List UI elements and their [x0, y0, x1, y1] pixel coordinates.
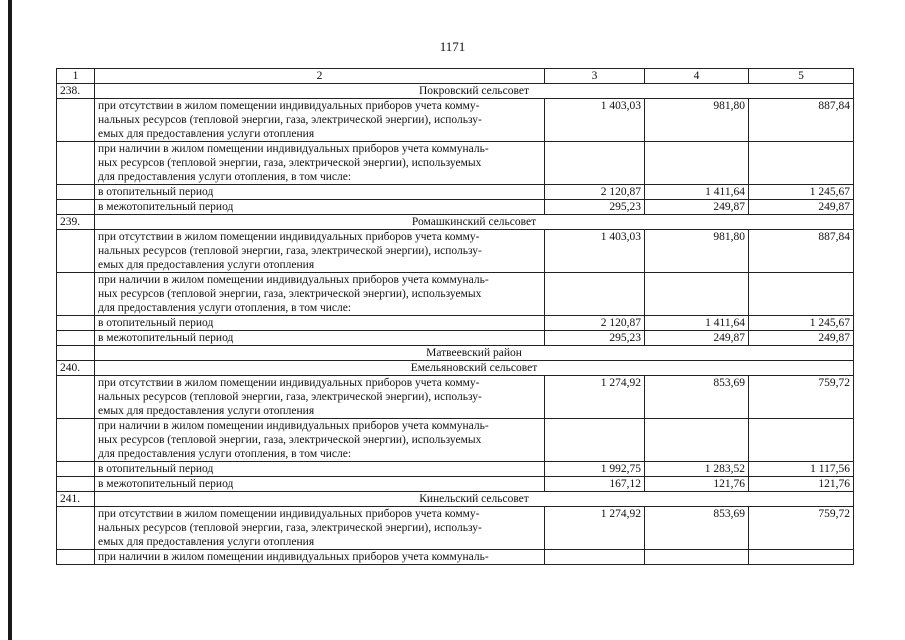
district-title: Матвеевский район [95, 346, 854, 361]
value-col-4: 981,80 [645, 99, 749, 142]
table-row [57, 376, 854, 419]
row-number-empty [57, 142, 95, 185]
description-line: для предоставления услуги отопления, в том числе: [98, 302, 352, 314]
value-col-3: 1 403,03 [545, 99, 645, 142]
row-description [95, 142, 545, 185]
row-number-empty [57, 477, 95, 492]
description-line: ных ресурсов (тепловой энергии, газа, электрической энергии), используемых [98, 434, 482, 446]
district-row [57, 346, 854, 361]
table-row [57, 142, 854, 185]
row-number [57, 346, 95, 361]
value-col-5: 887,84 [749, 230, 854, 273]
table-row [57, 477, 854, 492]
header-col-2: 2 [95, 69, 545, 84]
table-row [57, 273, 854, 316]
row-description [95, 376, 545, 419]
row-number-empty [57, 273, 95, 316]
header-col-1: 1 [57, 69, 95, 84]
page-number: 1171 [439, 39, 466, 54]
row-description [95, 419, 545, 462]
description-line: ных ресурсов (тепловой энергии, газа, электрической энергии), используемых [98, 288, 482, 300]
table-row [57, 550, 854, 565]
value-col-4: 1 283,52 [645, 462, 749, 477]
row-number-empty [57, 507, 95, 550]
value-col-5: 887,84 [749, 99, 854, 142]
row-number-empty [57, 462, 95, 477]
description-line: при наличии в жилом помещении индивидуальных приборов учета коммуналь- [98, 143, 489, 155]
section-title: Емельяновский сельсовет [95, 361, 854, 376]
header-col-5: 5 [749, 69, 854, 84]
row-number-empty [57, 376, 95, 419]
value-col-5: 759,72 [749, 507, 854, 550]
description-line: в отопительный период [98, 317, 214, 329]
value-col-5 [749, 419, 854, 462]
table-row [57, 462, 854, 477]
row-description [95, 230, 545, 273]
description-line: для предоставления услуги отопления, в том числе: [98, 448, 352, 460]
row-description [95, 462, 545, 477]
section-row [57, 215, 854, 230]
value-col-3 [545, 550, 645, 565]
table-row [57, 507, 854, 550]
value-col-5 [749, 142, 854, 185]
value-col-4: 249,87 [645, 200, 749, 215]
value-col-4 [645, 419, 749, 462]
row-description [95, 200, 545, 215]
section-row [57, 492, 854, 507]
value-col-3 [545, 273, 645, 316]
value-col-4: 853,69 [645, 507, 749, 550]
description-line: при отсутствии в жилом помещении индивидуальных приборов учета комму- [98, 508, 480, 520]
section-row [57, 84, 854, 99]
scan-edge-bar [8, 0, 12, 640]
row-number: 240. [57, 361, 95, 376]
table-header-row [57, 69, 854, 84]
value-col-3 [545, 419, 645, 462]
description-line: нальных ресурсов (тепловой энергии, газа, электрической энергии), использу- [98, 391, 482, 403]
value-col-4: 121,76 [645, 477, 749, 492]
description-line: емых для предоставления услуги отопления [98, 259, 315, 271]
value-col-5: 1 117,56 [749, 462, 854, 477]
value-col-3: 295,23 [545, 200, 645, 215]
description-line: в межотопительный период [98, 332, 234, 344]
row-description [95, 477, 545, 492]
row-description [95, 99, 545, 142]
description-line: в межотопительный период [98, 201, 234, 213]
table-row [57, 331, 854, 346]
table-row [57, 230, 854, 273]
value-col-3: 1 274,92 [545, 507, 645, 550]
description-line: нальных ресурсов (тепловой энергии, газа, электрической энергии), использу- [98, 114, 482, 126]
row-number-empty [57, 419, 95, 462]
description-line: ных ресурсов (тепловой энергии, газа, электрической энергии), используемых [98, 157, 482, 169]
section-title: Ромашкинский сельсовет [95, 215, 854, 230]
value-col-5: 121,76 [749, 477, 854, 492]
row-number-empty [57, 316, 95, 331]
value-col-3: 1 274,92 [545, 376, 645, 419]
row-description [95, 550, 545, 565]
description-line: для предоставления услуги отопления, в том числе: [98, 171, 352, 183]
value-col-5: 759,72 [749, 376, 854, 419]
description-line: при отсутствии в жилом помещении индивидуальных приборов учета комму- [98, 231, 480, 243]
value-col-4 [645, 550, 749, 565]
value-col-3: 2 120,87 [545, 185, 645, 200]
value-col-5: 249,87 [749, 331, 854, 346]
value-col-4: 1 411,64 [645, 316, 749, 331]
description-line: при наличии в жилом помещении индивидуальных приборов учета коммуналь- [98, 420, 489, 432]
row-number: 239. [57, 215, 95, 230]
row-number: 238. [57, 84, 95, 99]
value-col-4: 249,87 [645, 331, 749, 346]
table-row [57, 200, 854, 215]
description-line: емых для предоставления услуги отопления [98, 128, 315, 140]
row-description [95, 316, 545, 331]
description-line: при отсутствии в жилом помещении индивидуальных приборов учета комму- [98, 377, 480, 389]
table-row [57, 419, 854, 462]
description-line: нальных ресурсов (тепловой энергии, газа, электрической энергии), использу- [98, 522, 482, 534]
value-col-4: 981,80 [645, 230, 749, 273]
value-col-3: 2 120,87 [545, 316, 645, 331]
value-col-3: 295,23 [545, 331, 645, 346]
tariff-table [56, 68, 854, 565]
description-line: в межотопительный период [98, 478, 234, 490]
value-col-5 [749, 273, 854, 316]
value-col-4: 853,69 [645, 376, 749, 419]
value-col-3 [545, 142, 645, 185]
row-number: 241. [57, 492, 95, 507]
description-line: емых для предоставления услуги отопления [98, 405, 315, 417]
description-line: при наличии в жилом помещении индивидуальных приборов учета коммуналь- [98, 551, 489, 563]
value-col-5 [749, 550, 854, 565]
header-col-4: 4 [645, 69, 749, 84]
row-description [95, 185, 545, 200]
value-col-5: 1 245,67 [749, 316, 854, 331]
header-col-3: 3 [545, 69, 645, 84]
description-line: емых для предоставления услуги отопления [98, 536, 315, 548]
row-number-empty [57, 185, 95, 200]
value-col-3: 1 992,75 [545, 462, 645, 477]
value-col-3: 1 403,03 [545, 230, 645, 273]
value-col-3: 167,12 [545, 477, 645, 492]
row-number-empty [57, 200, 95, 215]
row-description [95, 273, 545, 316]
description-line: при отсутствии в жилом помещении индивидуальных приборов учета комму- [98, 100, 480, 112]
description-line: нальных ресурсов (тепловой энергии, газа, электрической энергии), использу- [98, 245, 482, 257]
value-col-4 [645, 273, 749, 316]
value-col-4: 1 411,64 [645, 185, 749, 200]
row-number-empty [57, 550, 95, 565]
section-title: Покровский сельсовет [95, 84, 854, 99]
section-title: Кинельский сельсовет [95, 492, 854, 507]
table-row [57, 316, 854, 331]
row-number-empty [57, 99, 95, 142]
row-number-empty [57, 331, 95, 346]
value-col-5: 1 245,67 [749, 185, 854, 200]
value-col-4 [645, 142, 749, 185]
description-line: в отопительный период [98, 186, 214, 198]
description-line: в отопительный период [98, 463, 214, 475]
table-row [57, 185, 854, 200]
row-number-empty [57, 230, 95, 273]
value-col-5: 249,87 [749, 200, 854, 215]
table-row [57, 99, 854, 142]
row-description [95, 331, 545, 346]
description-line: при наличии в жилом помещении индивидуальных приборов учета коммуналь- [98, 274, 489, 286]
row-description [95, 507, 545, 550]
section-row [57, 361, 854, 376]
